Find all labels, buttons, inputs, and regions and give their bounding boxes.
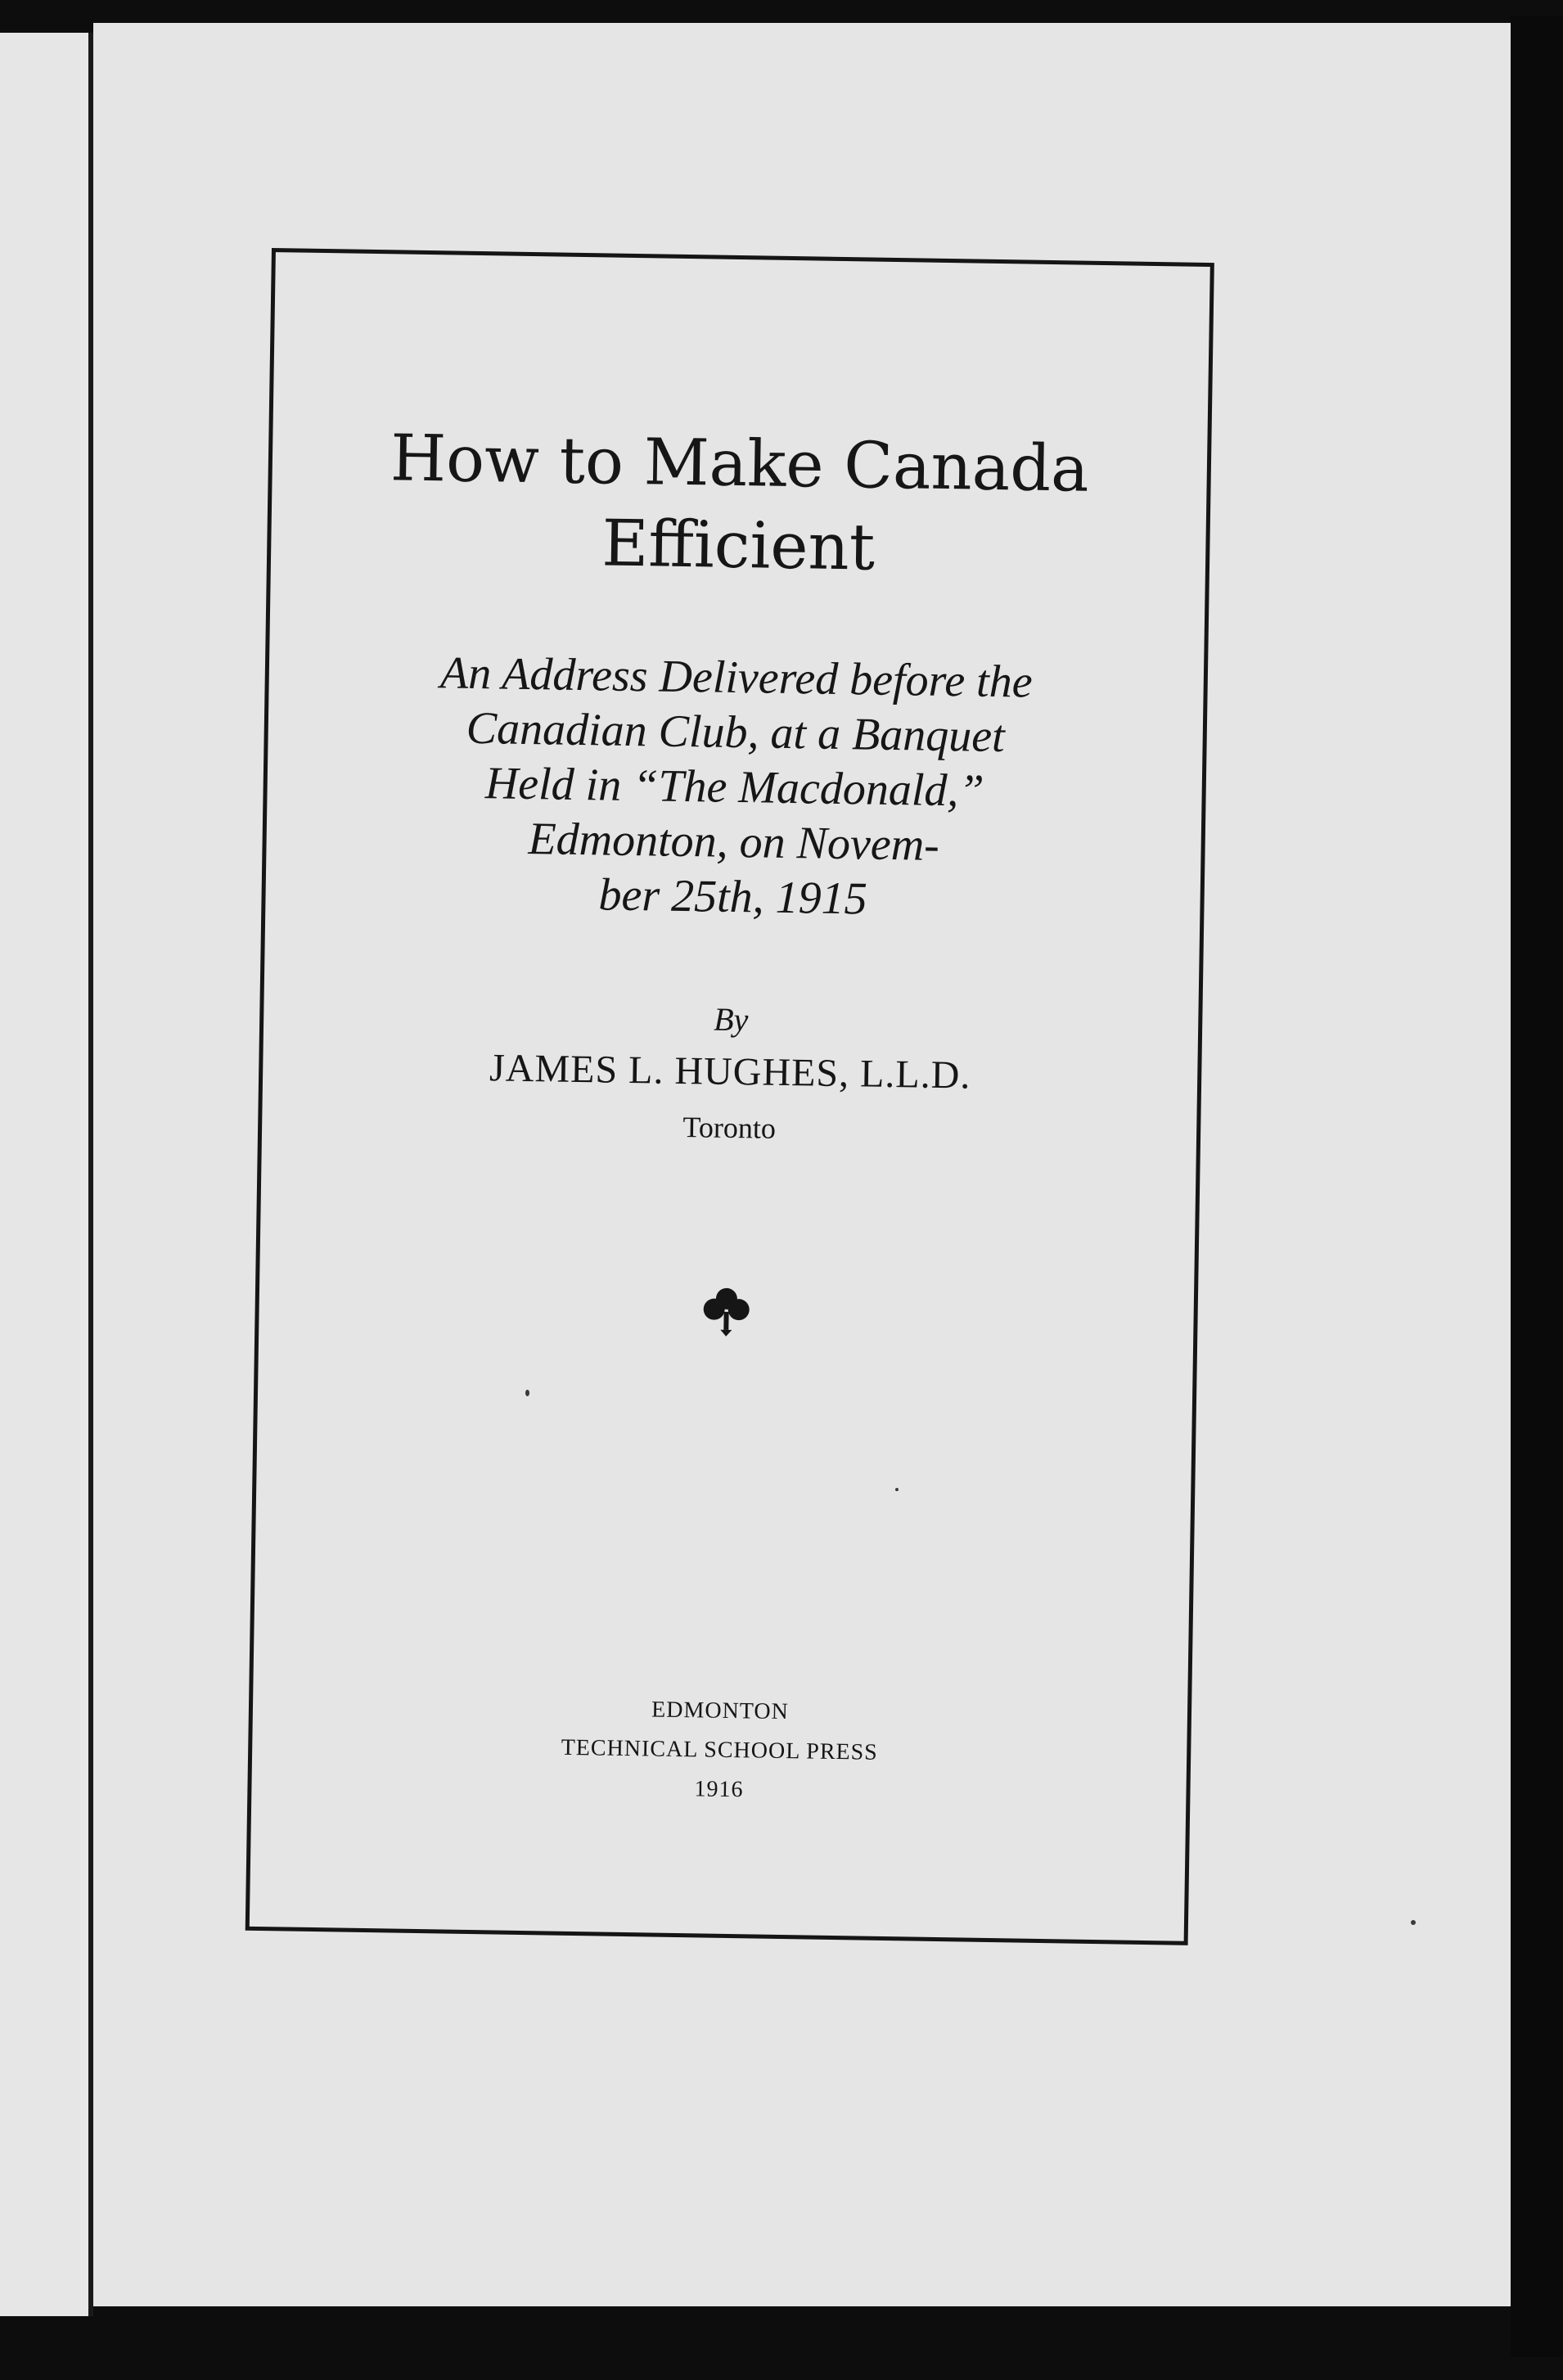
book-title	[271, 416, 1208, 594]
imprint-publisher: TECHNICAL SCHOOL PRESS	[561, 1734, 879, 1765]
subtitle-line: Canadian Club, at a Banquet	[466, 702, 1006, 763]
page-edge-shadow	[1511, 16, 1563, 2357]
author-name: JAMES L. HUGHES, L.L.D.	[489, 1046, 971, 1098]
trefoil-fleuron-icon	[697, 1282, 755, 1340]
title-border-frame	[245, 248, 1214, 1945]
title-page	[93, 23, 1511, 2306]
imprint	[251, 1684, 1187, 1817]
facing-page-edge	[0, 33, 88, 2316]
subtitle-line: ber 25th, 1915	[598, 869, 868, 925]
by-line: By	[713, 1000, 749, 1039]
paper-speck	[1411, 1920, 1416, 1925]
subtitle-line: Edmonton, on Novem-	[528, 814, 940, 871]
paper-speck	[525, 1390, 529, 1396]
author-city: Toronto	[682, 1111, 777, 1145]
subtitle-line: An Address Delivered before the	[439, 647, 1034, 708]
title-line-1: How to Make Canada	[390, 421, 1090, 507]
title-page-content	[250, 252, 1210, 1941]
paper-speck	[895, 1488, 899, 1491]
title-line-2: Efficient	[601, 507, 876, 585]
subtitle	[265, 643, 1204, 932]
subtitle-line: Held in “The Macdonald,”	[484, 758, 985, 817]
imprint-year: 1916	[694, 1776, 744, 1803]
imprint-city: EDMONTON	[651, 1697, 790, 1725]
